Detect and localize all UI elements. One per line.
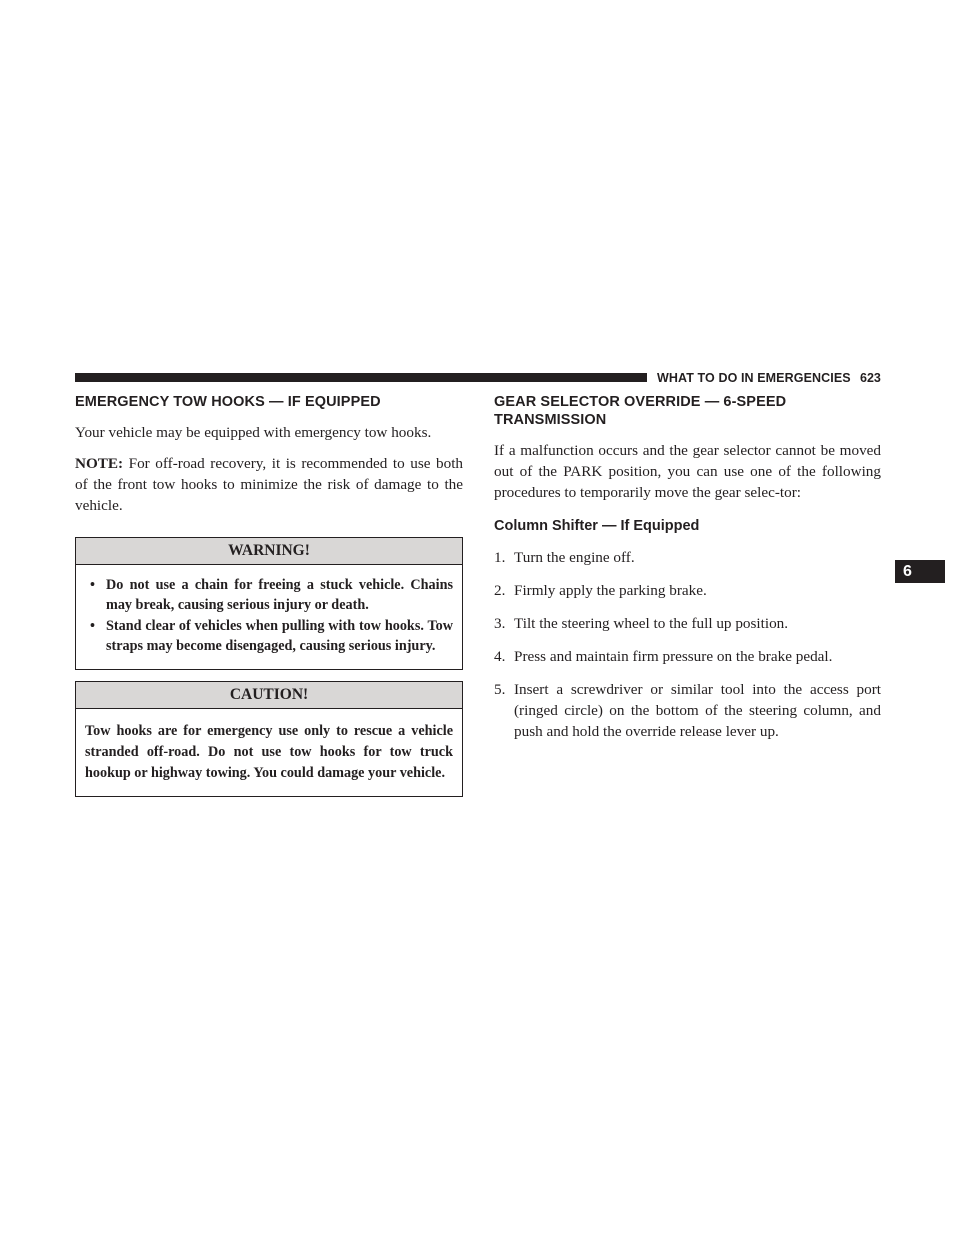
section-heading-gear-override: GEAR SELECTOR OVERRIDE — 6-SPEED TRANSMISSION [494, 394, 787, 428]
left-column [75, 393, 463, 797]
list-item: 2. Firmly apply the parking brake. [494, 582, 707, 599]
caution-text: Tow hooks are for emergency use only to rescue a vehicle stranded off-road. Do not use tow hooks for tow truck hookup or highway towing. You could damage your vehicle. [85, 723, 453, 781]
list-item: 1. Turn the engine off. [494, 549, 635, 566]
note-paragraph [75, 453, 463, 516]
section-heading-tow-hooks: EMERGENCY TOW HOOKS — IF EQUIPPED [75, 394, 381, 410]
caution-body [76, 709, 462, 796]
steps-list [494, 547, 881, 742]
running-header: WHAT TO DO IN EMERGENCIES [657, 371, 851, 385]
warning-box [75, 537, 463, 670]
warning-body [76, 565, 462, 669]
note-label: NOTE: [75, 455, 124, 472]
right-column [494, 393, 881, 742]
list-item: 5. Insert a screwdriver or similar tool into the access port (ringed circle) on the bottom of the steering column, and push and hold the override release lever up. [494, 681, 881, 740]
chapter-tab: 6 [895, 560, 945, 583]
bullet-icon: • [90, 618, 95, 634]
bullet-icon: • [90, 577, 95, 593]
caution-title: CAUTION! [76, 682, 462, 709]
subheading-column-shifter: Column Shifter — If Equipped [494, 518, 700, 534]
note-text: For off-road recovery, it is recommended to use both of the front tow hooks to minimize the risk of damage to the vehicle. [75, 455, 464, 514]
caution-box [75, 681, 463, 797]
warning-item: • Do not use a chain for freeing a stuck vehicle. Chains may break, causing serious injury or death. [90, 577, 453, 613]
header-rule [75, 373, 647, 382]
gear-override-intro: If a malfunction occurs and the gear selector cannot be moved out of the PARK position, you can use one of the following procedures to temporarily move the gear selec-tor: [494, 442, 881, 501]
warning-item: • Stand clear of vehicles when pulling with tow hooks. Tow straps may become disengaged, causing serious injury. [90, 618, 453, 654]
tow-hooks-intro: Your vehicle may be equipped with emergency tow hooks. [75, 424, 432, 441]
warning-title: WARNING! [76, 538, 462, 565]
page-number: 623 [860, 371, 881, 385]
list-item: 3. Tilt the steering wheel to the full up position. [494, 615, 789, 632]
list-item: 4. Press and maintain firm pressure on the brake pedal. [494, 648, 833, 665]
